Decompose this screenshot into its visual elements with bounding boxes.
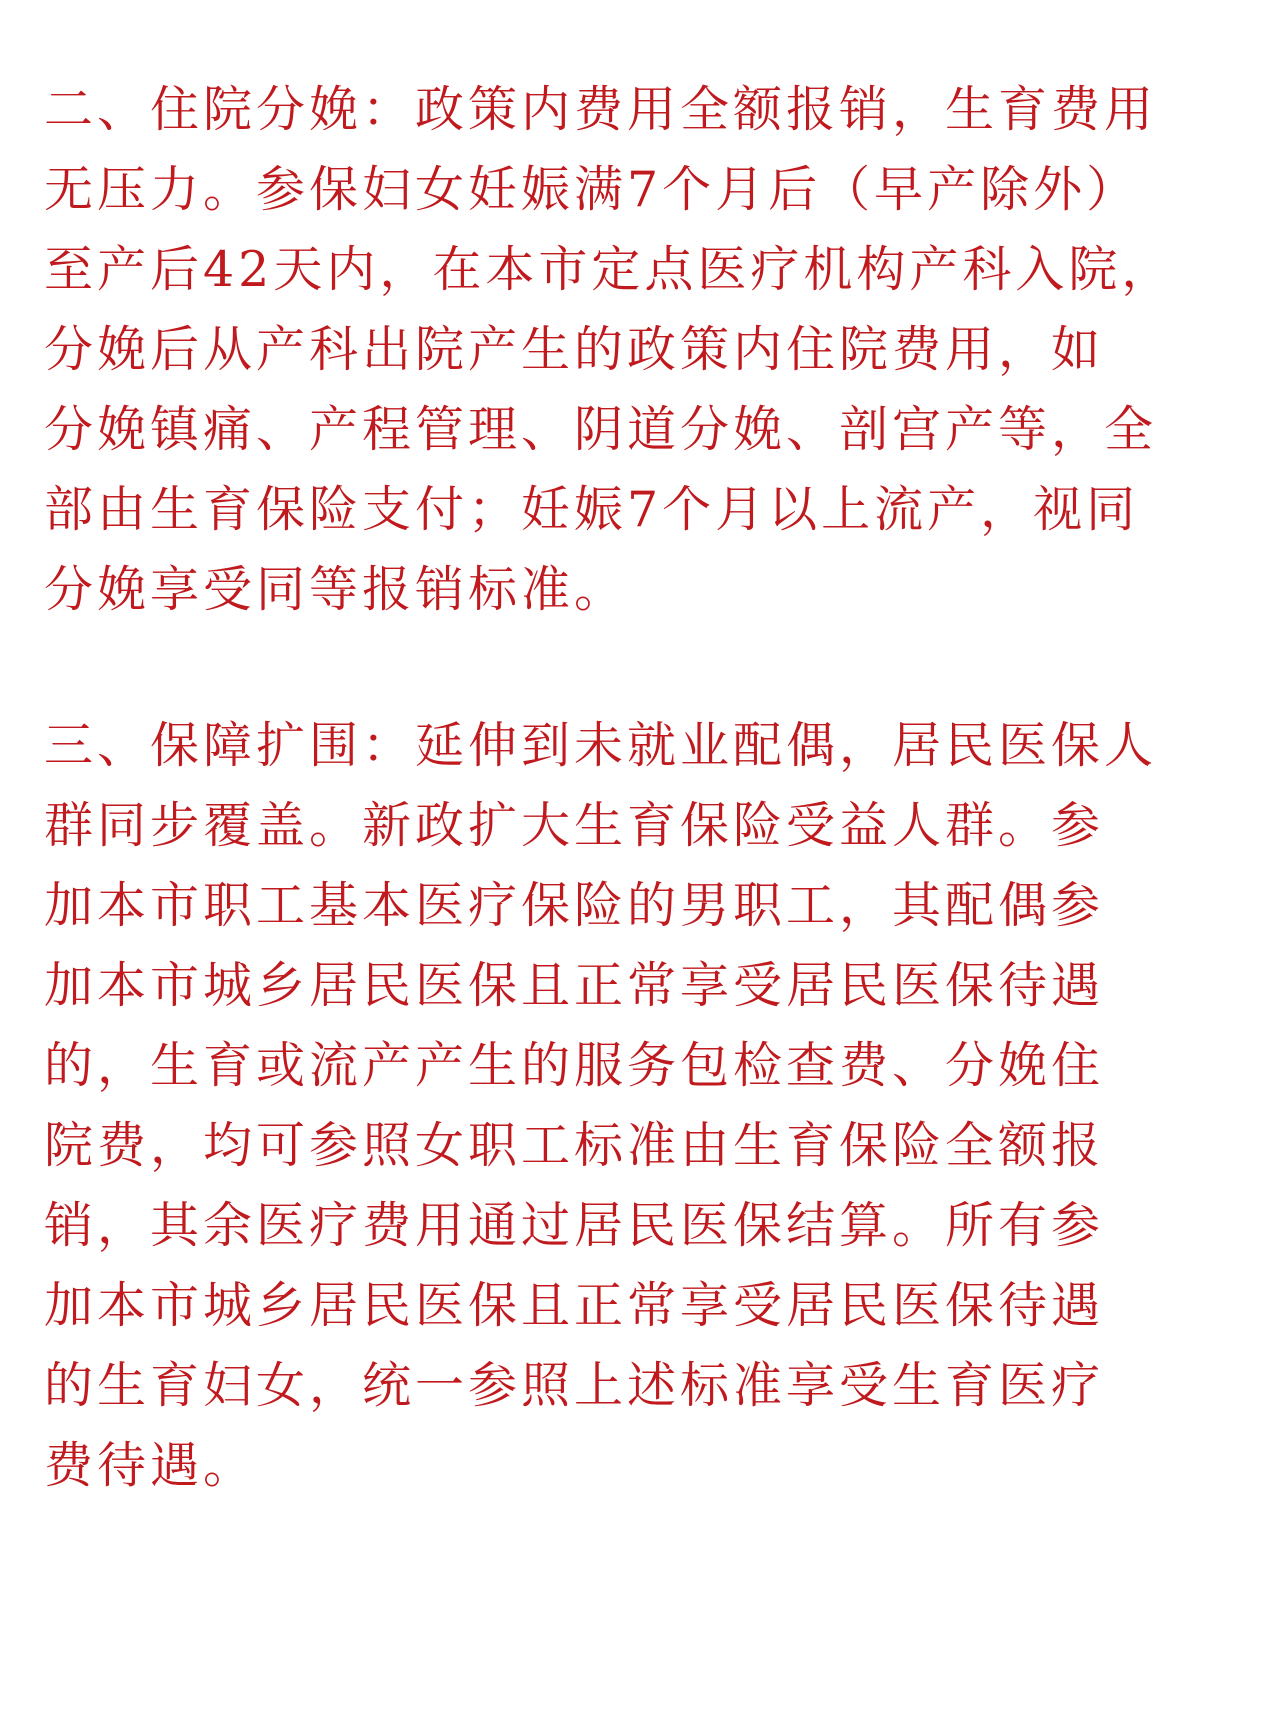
text-line: 三、保障扩围：延伸到未就业配偶，居民医保人 [44, 717, 1158, 774]
text-line: 加本市城乡居民医保且正常享受居民医保待遇 [44, 1277, 1105, 1334]
text-line: 分娩镇痛、产程管理、阴道分娩、剖宫产等，全 [44, 401, 1158, 458]
section-coverage-expansion [44, 706, 1220, 1506]
text-line: 分娩享受同等报销标准。 [44, 561, 628, 618]
text-line: 费待遇。 [44, 1437, 257, 1494]
text-line: 部由生育保险支付；妊娠7个月以上流产，视同 [44, 481, 1140, 538]
section-maternity-hospitalization [44, 70, 1220, 630]
text-line: 院费，均可参照女职工标准由生育保险全额报 [44, 1117, 1105, 1174]
text-line: 加本市职工基本医疗保险的男职工，其配偶参 [44, 877, 1105, 934]
text-line: 二、住院分娩：政策内费用全额报销，生育费用 [44, 81, 1158, 138]
text-line: 销，其余医疗费用通过居民医保结算。所有参 [44, 1197, 1105, 1254]
text-line: 的生育妇女，统一参照上述标准享受生育医疗 [44, 1357, 1105, 1414]
text-line: 加本市城乡居民医保且正常享受居民医保待遇 [44, 957, 1105, 1014]
text-line: 分娩后从产科出院产生的政策内住院费用，如 [44, 321, 1105, 378]
text-line: 至产后42天内，在本市定点医疗机构产科入院， [44, 241, 1175, 298]
text-line: 的，生育或流产产生的服务包检查费、分娩住 [44, 1037, 1105, 1094]
text-line: 群同步覆盖。新政扩大生育保险受益人群。参 [44, 797, 1105, 854]
text-line: 无压力。参保妇女妊娠满7个月后（早产除外） [44, 161, 1140, 218]
